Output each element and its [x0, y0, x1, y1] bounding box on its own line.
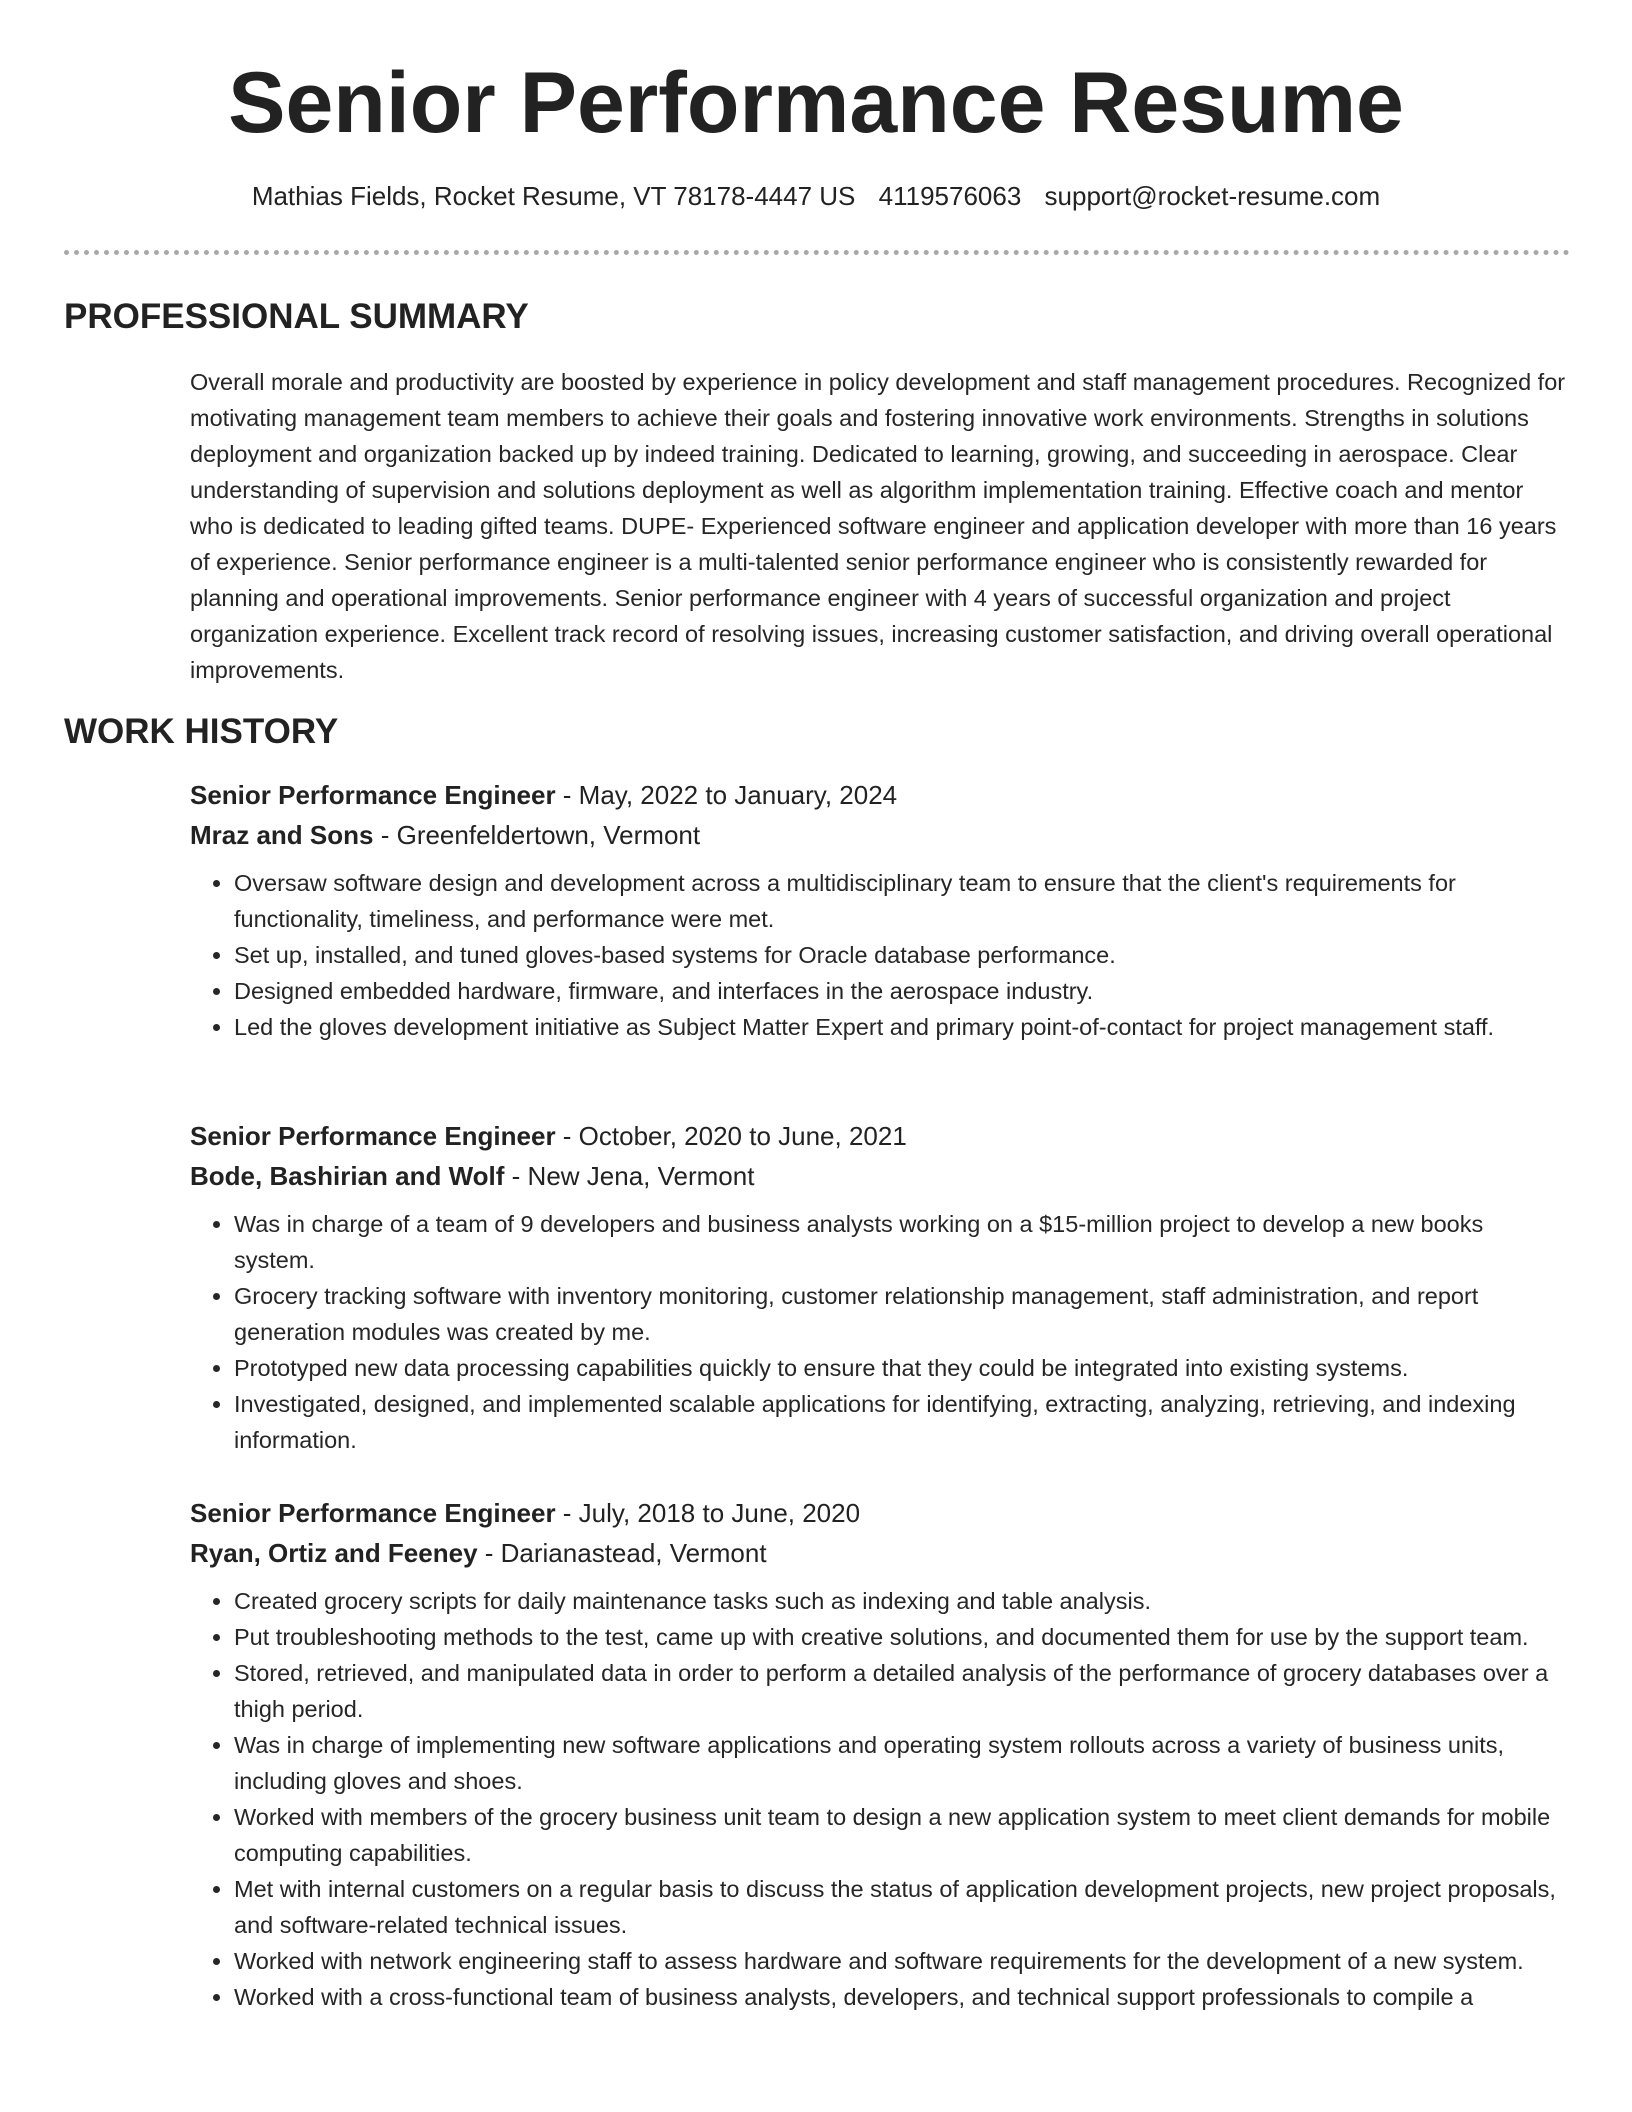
job-company: Mraz and Sons — [190, 820, 374, 850]
job-bullet: • Prototyped new data processing capabilities quickly to ensure that they could be integrated into existing systems. — [234, 1350, 1570, 1386]
job-entry — [190, 775, 1570, 1045]
job-title-line — [190, 1116, 1570, 1156]
job-bullet: • Created grocery scripts for daily maintenance tasks such as indexing and table analysis. — [234, 1583, 1570, 1619]
job-bullets — [190, 1583, 1570, 2015]
contact-address: Mathias Fields, Rocket Resume, VT 78178-4447 US — [251, 181, 856, 211]
job-title: Senior Performance Engineer — [190, 780, 556, 810]
job-bullet: • Oversaw software design and development across a multidisciplinary team to ensure that the client's requirements for functionality, timeliness, and performance were met. — [234, 865, 1570, 937]
resume-title: Senior Performance Resume — [228, 55, 1404, 151]
work-history-heading: WORK HISTORY — [64, 712, 339, 751]
job-location: - New Jena, Vermont — [504, 1161, 755, 1191]
job-dates: - July, 2018 to June, 2020 — [555, 1498, 861, 1528]
contact-email: support@rocket-resume.com — [1044, 181, 1381, 211]
job-company: Bode, Bashirian and Wolf — [190, 1161, 505, 1191]
job-location: - Darianastead, Vermont — [477, 1538, 767, 1568]
job-title: Senior Performance Engineer — [190, 1121, 556, 1151]
job-bullet: • Was in charge of implementing new software applications and operating system rollouts across a variety of business units, including gloves and shoes. — [234, 1727, 1570, 1799]
job-title-line — [190, 1493, 1570, 1533]
header-divider — [64, 250, 1570, 255]
job-bullets — [190, 865, 1570, 1045]
job-bullet: • Worked with a cross-functional team of business analysts, developers, and technical support professionals to compile a — [234, 1979, 1570, 2015]
job-company-line — [190, 1533, 1570, 1573]
job-bullet: • Set up, installed, and tuned gloves-based systems for Oracle database performance. — [234, 937, 1570, 973]
job-bullet: • Met with internal customers on a regular basis to discuss the status of application development projects, new project proposals, and software-related technical issues. — [234, 1871, 1570, 1943]
job-bullet: • Put troubleshooting methods to the test, came up with creative solutions, and documented them for use by the support team. — [234, 1619, 1570, 1655]
job-bullet: • Investigated, designed, and implemented scalable applications for identifying, extracting, analyzing, retrieving, and indexing information. — [234, 1386, 1570, 1458]
job-company-line — [190, 815, 1570, 855]
job-bullet: • Was in charge of a team of 9 developers and business analysts working on a $15-million project to develop a new books system. — [234, 1206, 1570, 1278]
job-title-line — [190, 775, 1570, 815]
job-location: - Greenfeldertown, Vermont — [373, 820, 701, 850]
job-company-line — [190, 1156, 1570, 1196]
job-bullet: • Worked with network engineering staff to assess hardware and software requirements for the development of a new system. — [234, 1943, 1570, 1979]
summary-heading: PROFESSIONAL SUMMARY — [64, 297, 529, 336]
job-bullet: • Grocery tracking software with inventory monitoring, customer relationship management, staff administration, and report generation modules was created by me. — [234, 1278, 1570, 1350]
job-dates: - October, 2020 to June, 2021 — [555, 1121, 907, 1151]
summary-text: Overall morale and productivity are boosted by experience in policy development and staff management procedures. Recognized for motivating management team members to achieve their goals and fostering innovative work environments. Strengths in solutions deployment and organization backed up by indeed training. Dedicated to learning, growing, and succeeding in aerospace. Clear understanding of supervision and solutions deployment as well as algorithm implementation training. Effective coach and mentor who is dedicated to leading gifted teams. DUPE- Experienced software engineer and application developer with more than 16 years of experience. Senior performance engineer is a multi-talented senior performance engineer who is consistently rewarded for planning and operational improvements. Senior performance engineer with 4 years of successful organization and project organization experience. Excellent track record of resolving issues, increasing customer satisfaction, and driving overall operational improvements. — [190, 369, 1566, 683]
job-bullets — [190, 1206, 1570, 1458]
job-entry — [190, 1116, 1570, 1458]
job-company: Ryan, Ortiz and Feeney — [190, 1538, 478, 1568]
contact-line — [0, 180, 1632, 214]
job-title: Senior Performance Engineer — [190, 1498, 556, 1528]
job-dates: - May, 2022 to January, 2024 — [555, 780, 898, 810]
job-entry — [190, 1493, 1570, 2015]
job-bullet: • Led the gloves development initiative as Subject Matter Expert and primary point-of-contact for project management staff. — [234, 1009, 1570, 1045]
job-bullet: • Stored, retrieved, and manipulated data in order to perform a detailed analysis of the performance of grocery databases over a thigh period. — [234, 1655, 1570, 1727]
contact-phone: 4119576063 — [878, 181, 1022, 211]
job-bullet: • Designed embedded hardware, firmware, and interfaces in the aerospace industry. — [234, 973, 1570, 1009]
job-bullet: • Worked with members of the grocery business unit team to design a new application system to meet client demands for mobile computing capabilities. — [234, 1799, 1570, 1871]
